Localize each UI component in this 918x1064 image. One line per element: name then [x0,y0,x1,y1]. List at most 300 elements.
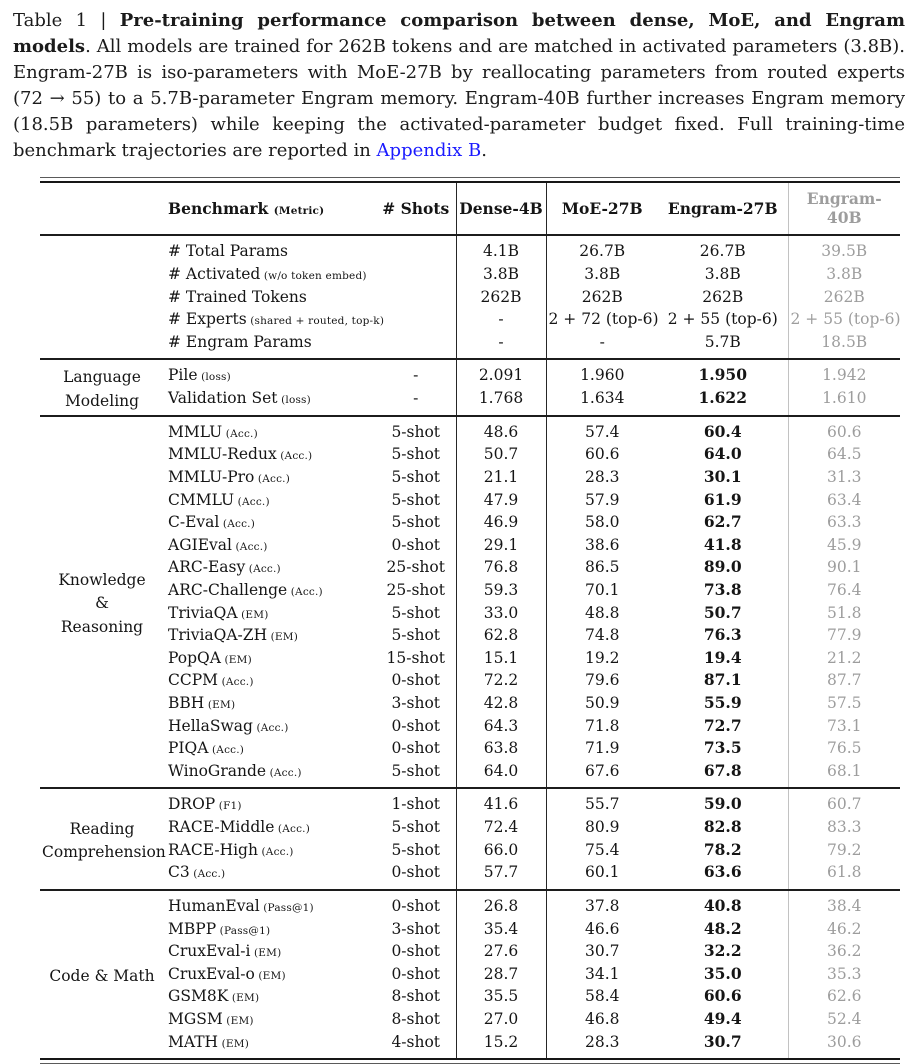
value-cell-moe-27b: 28.3 [584,1032,620,1051]
benchmark-name [164,534,376,557]
value-cell-engram-40b: 1.610 [822,389,867,408]
benchmark-label: ARC-Easy [168,558,246,577]
value-cell-engram-27b: 50.7 [658,602,788,625]
value-cell-dense-4b: 72.4 [456,816,546,839]
value-cell-engram-27b: 73.8 [658,579,788,602]
value-cell-moe-27b: 71.9 [584,739,620,758]
value-cell-engram-27b: 40.8 [658,890,788,918]
table-row [40,918,900,941]
benchmark-metric: (Acc.) [276,450,313,463]
table-row [40,737,900,760]
value-cell-moe-27b: 262B [581,287,623,306]
benchmark-label: WinoGrande [168,761,267,780]
table-row [40,985,900,1008]
section-category-label: Knowledge & Reasoning [58,571,146,636]
benchmark-metric: (Acc.) [287,585,323,598]
value-cell-moe-27b: 58.4 [584,987,620,1006]
section-category-label: Reading Comprehension [42,819,166,862]
table-row [40,963,900,986]
value-cell-engram-40b: 60.6 [826,422,862,441]
value-cell-moe-27b: 2 + 72 (top-6) [548,310,659,329]
table-row [40,692,900,715]
value-cell-moe-27b: 70.1 [584,580,620,599]
benchmark-name [164,918,376,941]
caption-period: . [481,139,487,161]
value-cell-moe-27b: 86.5 [584,558,620,577]
value-cell-dense-4b: 27.0 [456,1008,546,1031]
value-cell-dense-4b: 59.3 [456,579,546,602]
value-cell-engram-27b: 30.1 [658,466,788,489]
benchmark-metric: (Acc.) [222,427,258,440]
benchmark-label: MBPP [168,919,217,938]
benchmark-label: C3 [168,863,190,882]
benchmark-name [164,511,376,534]
appendix-b-link[interactable]: Appendix B [376,139,482,161]
value-cell-engram-40b: 38.4 [826,896,862,915]
benchmark-metric: (loss) [197,371,231,384]
benchmark-name [164,760,376,789]
benchmark-label: TriviaQA [168,603,238,622]
benchmark-name [164,669,376,692]
value-cell-dense-4b: 27.6 [456,940,546,963]
benchmark-label: MMLU [168,422,223,441]
value-cell-engram-27b: 78.2 [658,839,788,862]
shots-cell [376,235,456,263]
header-metric-note: (Metric) [273,204,325,217]
value-cell-engram-40b: 57.5 [826,694,862,713]
value-cell-dense-4b: 15.1 [456,647,546,670]
value-cell-engram-40b: 90.1 [826,558,862,577]
benchmark-metric: (EM) [250,947,282,960]
value-cell-engram-40b: 262B [823,287,865,306]
value-cell-engram-27b: 72.7 [658,715,788,738]
header-row [40,182,900,235]
benchmark-name [164,890,376,918]
benchmark-label: # Trained Tokens [168,287,307,306]
value-cell-engram-27b: 87.1 [658,669,788,692]
value-cell-engram-40b: 63.3 [826,513,862,532]
table-row [40,669,900,692]
benchmark-label: GSM8K [168,987,229,1006]
value-cell-engram-40b: 36.2 [826,942,862,961]
shots-cell: 5-shot [376,760,456,789]
benchmark-metric: (Acc.) [274,823,310,836]
benchmark-metric: (Acc.) [208,744,245,757]
value-cell-dense-4b: 47.9 [456,489,546,512]
table-row [40,443,900,466]
benchmark-metric: (Acc.) [254,472,291,485]
value-cell-moe-27b: 37.8 [584,896,620,915]
benchmark-name [164,624,376,647]
benchmark-label: # Experts [168,310,247,329]
value-cell-moe-27b: 67.6 [584,761,620,780]
table-row [40,235,900,263]
benchmark-name [164,839,376,862]
value-cell-engram-40b: 30.6 [826,1032,862,1051]
results-table [40,181,900,1060]
benchmark-name [164,308,385,331]
benchmark-metric: (Acc.) [252,721,289,734]
shots-cell: 0-shot [376,890,456,918]
value-cell-engram-27b: 60.4 [658,416,788,444]
value-cell-engram-40b: 46.2 [826,919,862,938]
section-reading-comprehension [40,788,900,889]
benchmark-label: DROP [168,795,216,814]
shots-cell: 0-shot [376,861,456,890]
value-cell-dense-4b: 57.7 [456,861,546,890]
value-cell-moe-27b: - [599,332,605,351]
benchmark-name [164,692,376,715]
benchmark-name [164,1008,376,1031]
shots-cell [376,286,456,309]
benchmark-name [164,602,376,625]
benchmark-name [164,1031,376,1060]
shots-cell: 4-shot [376,1031,456,1060]
table-row [40,624,900,647]
value-cell-engram-27b: 1.950 [658,359,788,387]
value-cell-engram-27b: 30.7 [658,1031,788,1060]
table-row [40,466,900,489]
value-cell-moe-27b: 1.634 [580,389,625,408]
shots-cell: 25-shot [376,579,456,602]
value-cell-engram-40b: 2 + 55 (top-6) [790,310,901,329]
benchmark-metric: (Acc.) [257,845,294,858]
table-row [40,534,900,557]
section-category-label: Language Modeling [63,368,141,410]
benchmark-name [164,387,376,416]
value-cell-dense-4b: 72.2 [456,669,546,692]
benchmark-label: RACE-Middle [168,818,275,837]
benchmark-metric: (loss) [277,394,311,407]
table-row [40,816,900,839]
shots-cell: 0-shot [376,669,456,692]
benchmark-metric: (Pass@1) [216,924,271,937]
benchmark-metric: (EM) [228,992,260,1005]
section-knowledge-reasoning [40,416,900,789]
benchmark-metric: (EM) [222,1014,254,1027]
value-cell-engram-27b: 2 + 55 (top-6) [658,308,788,331]
value-cell-engram-40b: 73.1 [826,716,862,735]
benchmark-metric: (Acc.) [245,563,281,576]
shots-cell: 0-shot [376,737,456,760]
table-row [40,331,900,360]
value-cell-dense-4b: 4.1B [456,235,546,263]
benchmark-label: ARC-Challenge [168,580,288,599]
header-benchmark [164,182,376,235]
value-cell-moe-27b: 30.7 [584,942,620,961]
value-cell-engram-27b: 73.5 [658,737,788,760]
benchmark-name [164,940,376,963]
shots-cell: 1-shot [376,788,456,816]
shots-cell: 8-shot [376,1008,456,1031]
benchmark-metric: (Acc.) [234,495,270,508]
value-cell-engram-27b: 41.8 [658,534,788,557]
header-model-engram-40b: Engram-40B [806,189,882,228]
shots-cell: 5-shot [376,511,456,534]
value-cell-engram-27b: 55.9 [658,692,788,715]
header-model-engram-27b: Engram-27B [658,182,788,235]
benchmark-label: MATH [168,1032,219,1051]
value-cell-engram-40b: 77.9 [826,626,862,645]
benchmark-label: CruxEval-o [168,964,255,983]
value-cell-moe-27b: 74.8 [584,626,620,645]
value-cell-dense-4b: 28.7 [456,963,546,986]
benchmark-label: MMLU-Redux [168,445,277,464]
benchmark-name [164,788,376,816]
benchmark-metric: (Acc.) [218,676,254,689]
value-cell-moe-27b: 26.7B [579,242,626,261]
benchmark-metric: (shared + routed, top-k) [246,315,385,328]
value-cell-engram-27b: 62.7 [658,511,788,534]
benchmark-name [164,489,376,512]
value-cell-engram-27b: 32.2 [658,940,788,963]
benchmark-name [164,861,376,890]
value-cell-dense-4b: 64.0 [456,760,546,789]
table-row [40,511,900,534]
value-cell-dense-4b: - [456,308,546,331]
table-row [40,489,900,512]
value-cell-engram-40b: 76.5 [826,739,862,758]
table-row [40,839,900,862]
value-cell-dense-4b: 35.5 [456,985,546,1008]
value-cell-dense-4b: 2.091 [456,359,546,387]
value-cell-engram-27b: 3.8B [658,263,788,286]
value-cell-dense-4b: 15.2 [456,1031,546,1060]
value-cell-moe-27b: 28.3 [584,467,620,486]
benchmark-name [164,263,376,286]
benchmark-metric: (F1) [215,800,242,813]
value-cell-dense-4b: 42.8 [456,692,546,715]
value-cell-engram-27b: 262B [658,286,788,309]
value-cell-moe-27b: 1.960 [580,366,625,385]
value-cell-moe-27b: 58.0 [584,513,620,532]
section-category-label: Code & Math [49,966,155,985]
benchmark-label: TriviaQA-ZH [168,626,268,645]
shots-cell: 25-shot [376,556,456,579]
benchmark-metric: (w/o token embed) [260,270,367,283]
benchmark-label: PIQA [168,739,209,758]
value-cell-engram-40b: 87.7 [826,671,862,690]
benchmark-name [164,816,376,839]
shots-cell: 5-shot [376,416,456,444]
value-cell-engram-27b: 63.6 [658,861,788,890]
benchmark-label: CCPM [168,671,219,690]
value-cell-engram-27b: 1.622 [658,387,788,416]
table-row [40,1031,900,1060]
value-cell-engram-27b: 89.0 [658,556,788,579]
shots-cell: 3-shot [376,692,456,715]
benchmark-metric: (Acc.) [219,518,255,531]
shots-cell [376,263,456,286]
shots-cell [376,331,456,360]
value-cell-dense-4b: 262B [456,286,546,309]
value-cell-engram-27b: 59.0 [658,788,788,816]
table-row [40,416,900,444]
value-cell-engram-40b: 52.4 [826,1009,862,1028]
benchmark-label: Validation Set [168,389,278,408]
value-cell-moe-27b: 3.8B [584,265,621,284]
benchmark-label: AGIEval [168,535,232,554]
value-cell-dense-4b: 33.0 [456,602,546,625]
benchmark-label: PopQA [168,648,221,667]
value-cell-dense-4b: 48.6 [456,416,546,444]
benchmark-name [164,416,376,444]
value-cell-engram-40b: 64.5 [826,445,862,464]
benchmark-name [164,985,376,1008]
value-cell-engram-40b: 83.3 [826,818,862,837]
shots-cell: - [376,387,456,416]
shots-cell: 15-shot [376,647,456,670]
benchmark-metric: (Acc.) [231,540,268,553]
value-cell-engram-40b: 31.3 [826,467,862,486]
value-cell-engram-40b: 39.5B [821,242,868,261]
table-row [40,940,900,963]
value-cell-dense-4b: 76.8 [456,556,546,579]
value-cell-engram-40b: 3.8B [826,265,863,284]
table-row [40,308,900,331]
value-cell-moe-27b: 48.8 [584,603,620,622]
value-cell-engram-40b: 68.1 [826,761,862,780]
shots-cell: 5-shot [376,466,456,489]
benchmark-label: # Engram Params [168,332,312,351]
value-cell-moe-27b: 19.2 [584,648,620,667]
benchmark-label: C-Eval [168,513,220,532]
value-cell-engram-40b: 76.4 [826,580,862,599]
caption-body: . All models are trained for 262B tokens and are matched in activated parameters (3.8B). Engram-27B is iso-parameters with MoE-27B by reallocating parameters from routed experts (72 → 55) to a 5.7B-parameter Engram memory. Engram-40B further increases Engram memory (18.5B parameters) while keeping the activated-parameter budget fixed. Full training-time benchmark trajectories are reported in [13,35,905,161]
shots-cell: 5-shot [376,624,456,647]
value-cell-dense-4b: 3.8B [456,263,546,286]
shots-cell: 0-shot [376,715,456,738]
section-language-modeling [40,359,900,415]
value-cell-dense-4b: 64.3 [456,715,546,738]
caption-bold-title: Pre-training performance comparison between dense, MoE, and Engram models [13,10,905,57]
value-cell-moe-27b: 75.4 [584,840,620,859]
table-row [40,286,900,309]
shots-cell: 5-shot [376,602,456,625]
header-model-moe-27b: MoE-27B [561,198,643,218]
value-cell-engram-27b: 26.7B [658,235,788,263]
shots-cell: 3-shot [376,918,456,941]
value-cell-dense-4b: 50.7 [456,443,546,466]
value-cell-moe-27b: 79.6 [584,671,620,690]
table-caption [13,8,905,163]
benchmark-name [164,443,376,466]
shots-cell: - [376,359,456,387]
header-benchmark-label: Benchmark [168,198,269,218]
benchmark-metric: (EM) [254,969,286,982]
table-row [40,788,900,816]
benchmark-name [164,579,376,602]
shots-cell: 5-shot [376,489,456,512]
benchmark-label: CruxEval-i [168,942,251,961]
value-cell-engram-40b: 61.8 [826,863,862,882]
value-cell-dense-4b: 21.1 [456,466,546,489]
value-cell-engram-27b: 5.7B [658,331,788,360]
value-cell-moe-27b: 57.4 [584,422,620,441]
value-cell-engram-40b: 63.4 [826,490,862,509]
value-cell-moe-27b: 57.9 [584,490,620,509]
results-table-wrapper [40,177,900,1064]
value-cell-engram-27b: 48.2 [658,918,788,941]
header-shots: # Shots [376,182,456,235]
benchmark-name [164,737,376,760]
table-row [40,263,900,286]
benchmark-label: MMLU-Pro [168,467,255,486]
table-row [40,890,900,918]
value-cell-engram-27b: 19.4 [658,647,788,670]
value-cell-engram-27b: 67.8 [658,760,788,789]
value-cell-moe-27b: 34.1 [584,964,620,983]
caption-label: Table 1 | [13,10,120,31]
value-cell-engram-27b: 76.3 [658,624,788,647]
benchmark-name [164,466,376,489]
table-row [40,387,900,416]
value-cell-dense-4b: 35.4 [456,918,546,941]
benchmark-metric: (Acc.) [189,868,226,881]
value-cell-engram-27b: 35.0 [658,963,788,986]
benchmark-label: HellaSwag [168,716,253,735]
benchmark-name [164,963,376,986]
value-cell-dense-4b: 62.8 [456,624,546,647]
value-cell-engram-40b: 45.9 [826,535,862,554]
value-cell-moe-27b: 50.9 [584,694,620,713]
table-row [40,602,900,625]
benchmark-name [164,286,376,309]
value-cell-moe-27b: 38.6 [584,535,620,554]
value-cell-engram-40b: 1.942 [822,366,867,385]
shots-cell: 5-shot [376,839,456,862]
value-cell-engram-27b: 60.6 [658,985,788,1008]
value-cell-dense-4b: 66.0 [456,839,546,862]
table-row [40,556,900,579]
value-cell-moe-27b: 60.1 [584,863,620,882]
value-cell-engram-27b: 49.4 [658,1008,788,1031]
shots-cell: 0-shot [376,963,456,986]
value-cell-dense-4b: 41.6 [456,788,546,816]
value-cell-moe-27b: 55.7 [584,795,620,814]
benchmark-name [164,331,376,360]
benchmark-metric: (EM) [204,699,236,712]
table-row [40,579,900,602]
shots-cell: 8-shot [376,985,456,1008]
benchmark-metric: (EM) [218,1037,250,1050]
shots-cell: 5-shot [376,816,456,839]
benchmark-metric: (EM) [237,608,269,621]
value-cell-engram-40b: 60.7 [826,795,862,814]
shots-cell: 0-shot [376,534,456,557]
benchmark-name [164,715,376,738]
shots-cell [376,308,456,331]
table-row [40,1008,900,1031]
value-cell-engram-40b: 21.2 [826,648,862,667]
benchmark-metric: (Pass@1) [259,901,314,914]
benchmark-metric: (Acc.) [266,766,302,779]
benchmark-label: RACE-High [168,840,258,859]
value-cell-dense-4b: 29.1 [456,534,546,557]
benchmark-metric: (EM) [267,631,299,644]
benchmark-name [164,647,376,670]
header-category-empty [40,182,164,235]
section-code-math [40,890,900,1059]
table-row [40,760,900,789]
value-cell-engram-27b: 64.0 [658,443,788,466]
value-cell-engram-40b: 18.5B [821,332,868,351]
value-cell-dense-4b: - [456,331,546,360]
shots-cell: 0-shot [376,940,456,963]
benchmark-name [164,556,376,579]
header-model-dense-4b: Dense-4B [456,182,546,235]
value-cell-engram-40b: 51.8 [826,603,862,622]
